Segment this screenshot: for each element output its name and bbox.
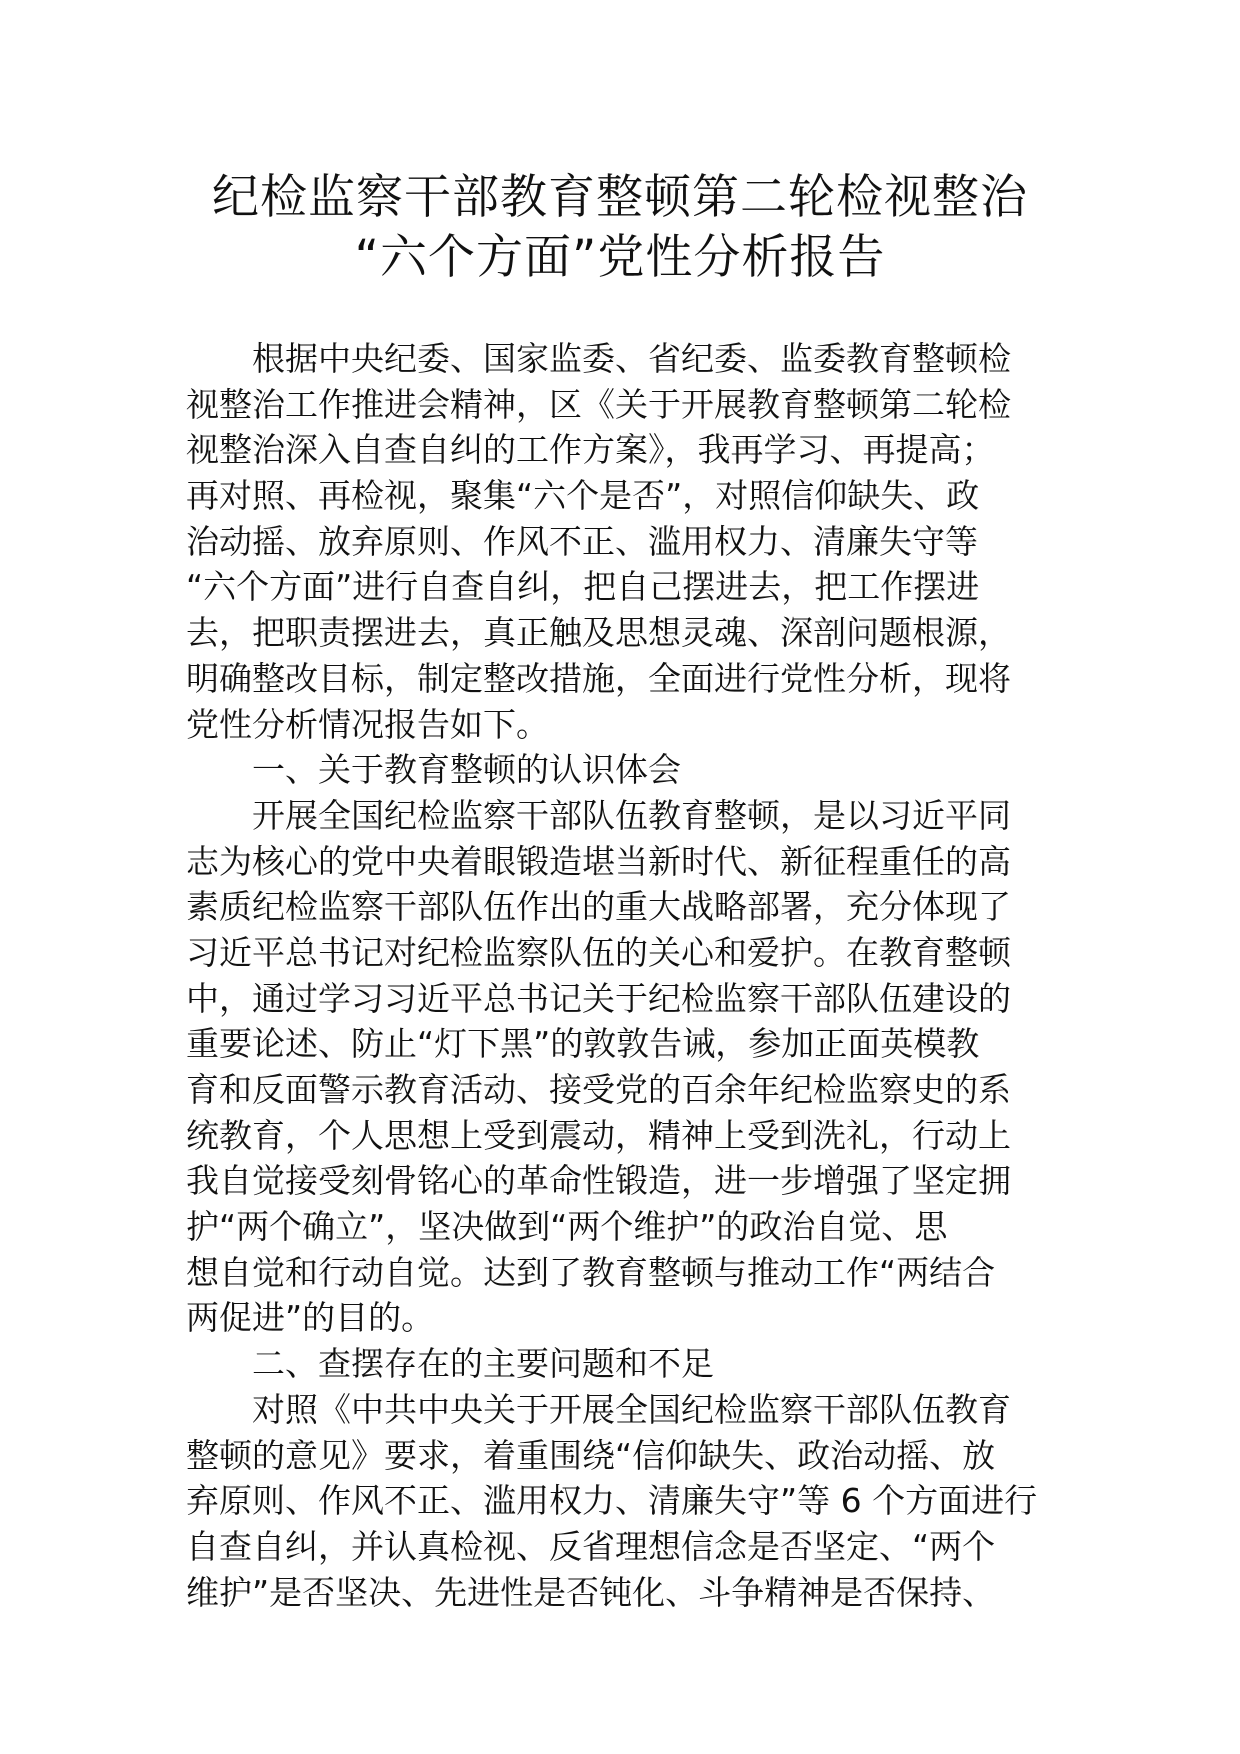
text-line: 根据中央纪委、国家监委、省纪委、监委教育整顿检 <box>252 339 1011 378</box>
text-line: 再对照、再检视，聚集“六个是否”，对照信仰缺失、政 <box>186 476 980 516</box>
text-line: 两促进”的目的。 <box>186 1298 435 1338</box>
text-line: 我自觉接受刻骨铭心的革命性锻造，进一步增强了坚定拥 <box>186 1161 1011 1201</box>
text-line: 二、查摆存在的主要问题和不足 <box>252 1344 714 1384</box>
text-line: 素质纪检监察干部队伍作出的重大战略部署，充分体现了 <box>186 887 1011 927</box>
text-line: 开展全国纪检监察干部队伍教育整顿，是以习近平同 <box>252 795 1011 835</box>
text-line: 去，把职责摆进去，真正触及思想灵魂、深剖问题根源， <box>186 613 1011 653</box>
text-line: 志为核心的党中央着眼锻造堪当新时代、新征程重任的高 <box>186 841 1011 881</box>
text-line: 对照《中共中央关于开展全国纪检监察干部队伍教育 <box>252 1389 1011 1429</box>
text-line: 中，通过学习习近平总书记关于纪检监察干部队伍建设的 <box>186 978 1011 1018</box>
document-title-line-1: 纪检监察干部教育整顿第二轮检视整治 <box>212 170 1028 225</box>
text-line: 习近平总书记对纪检监察队伍的关心和爱护。在教育整顿 <box>186 932 1011 972</box>
text-line: 治动摇、放弃原则、作风不正、滥用权力、清廉失守等 <box>186 521 978 561</box>
text-line: 视整治工作推进会精神，区《关于开展教育整顿第二轮检 <box>186 384 1011 424</box>
text-line: 弃原则、作风不正、滥用权力、清廉失守”等 6 个方面进行 <box>186 1481 1038 1521</box>
document-title-line-2: “六个方面”党性分析报告 <box>354 230 886 285</box>
text-line: 整顿的意见》要求，着重围绕“信仰缺失、政治动摇、放 <box>186 1435 996 1475</box>
text-line: 视整治深入自查自纠的工作方案》，我再学习、再提高； <box>186 430 995 470</box>
text-line: 党性分析情况报告如下。 <box>186 704 549 744</box>
text-line: 维护”是否坚决、先进性是否钝化、斗争精神是否保持、 <box>186 1572 996 1612</box>
text-line: 重要论述、防止“灯下黑”的敦敦告诫，参加正面英模教 <box>186 1024 980 1064</box>
text-line: 自查自纠，并认真检视、反省理想信念是否坚定、“两个 <box>186 1526 996 1566</box>
text-line: 育和反面警示教育活动、接受党的百余年纪检监察史的系 <box>186 1070 1011 1109</box>
text-line: “六个方面”进行自查自纠，把自己摆进去，把工作摆进 <box>186 567 980 607</box>
document-body <box>186 336 1056 1615</box>
text-line: 统教育，个人思想上受到震动，精神上受到洗礼，行动上 <box>186 1115 1011 1155</box>
text-line: 护“两个确立”，坚决做到“两个维护”的政治自觉、思 <box>186 1207 948 1247</box>
text-line: 想自觉和行动自觉。达到了教育整顿与推动工作“两结合 <box>186 1252 996 1292</box>
text-line: 一、关于教育整顿的认识体会 <box>252 750 681 790</box>
text-line: 明确整改目标，制定整改措施，全面进行党性分析，现将 <box>186 658 1011 698</box>
